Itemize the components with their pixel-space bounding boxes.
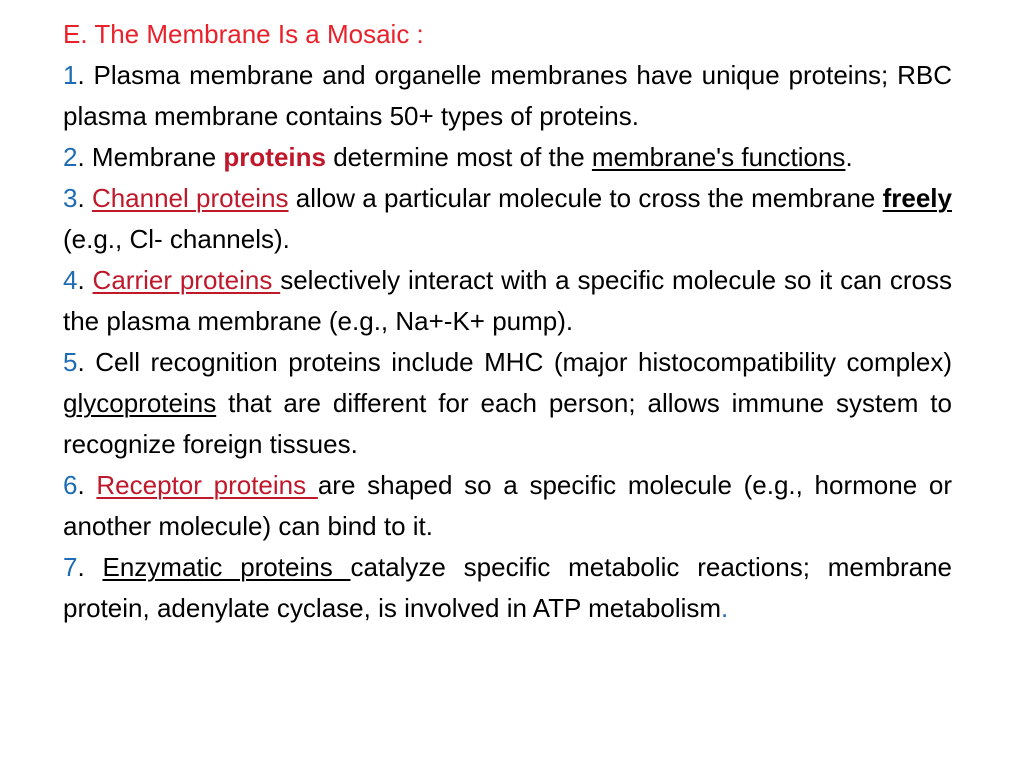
emphasis-freely: freely xyxy=(882,183,952,213)
list-item-7 xyxy=(63,547,952,629)
list-item-1 xyxy=(63,55,952,137)
item-number: 3 xyxy=(63,183,78,213)
slide-content xyxy=(63,14,952,629)
item-text: . xyxy=(77,552,103,582)
term-carrier-proteins: Carrier proteins xyxy=(92,265,281,295)
item-number: 7 xyxy=(63,552,78,582)
item-text: . xyxy=(77,183,92,213)
item-text: catalyze specific metabolic reactions; membrane protein, adenylate cyclase, is involved in ATP metabolism xyxy=(63,552,952,623)
list-item-5 xyxy=(63,342,952,465)
item-text: (e.g., Cl- channels). xyxy=(63,224,290,254)
term-receptor-proteins: Receptor proteins xyxy=(96,470,318,500)
item-number: 4 xyxy=(63,265,78,295)
item-text: are shaped so a specific molecule (e.g., hormone or another molecule) can bind to it. xyxy=(63,470,952,541)
item-text: . Membrane xyxy=(77,142,224,172)
item-text: allow a particular molecule to cross the membrane xyxy=(288,183,883,213)
item-text: that are different for each person; allows immune system to recognize foreign tissues. xyxy=(63,388,952,459)
item-text: . xyxy=(77,470,97,500)
item-text: selectively interact with a specific molecule so it can cross the plasma membrane (e.g., Na+-K+ pump). xyxy=(63,265,952,336)
item-number: 1 xyxy=(63,60,78,90)
list-item-2 xyxy=(63,137,952,178)
item-number: 2 xyxy=(63,142,78,172)
term-enzymatic-proteins: Enzymatic proteins xyxy=(102,552,351,582)
slide-title: E. The Membrane Is a Mosaic : xyxy=(63,19,424,49)
item-number: 5 xyxy=(63,347,78,377)
highlight-proteins: proteins xyxy=(223,142,326,172)
item-number: 6 xyxy=(63,470,78,500)
term-channel-proteins: Channel proteins xyxy=(91,183,289,213)
underlined-term: membrane's functions xyxy=(591,142,846,172)
item-text: . Plasma membrane and organelle membranes have unique proteins; RBC plasma membrane contains 50+ types of proteins. xyxy=(63,60,952,131)
list-item-4 xyxy=(63,260,952,342)
list-item-6 xyxy=(63,465,952,547)
list-item-3 xyxy=(63,178,952,260)
item-text: . xyxy=(845,142,853,172)
item-text: determine most of the xyxy=(326,142,592,172)
item-text: . xyxy=(77,265,93,295)
term-glycoproteins: glycoproteins xyxy=(63,388,217,418)
item-text: . Cell recognition proteins include MHC (major histocompatibility complex) xyxy=(77,347,952,377)
item-period: . xyxy=(721,593,729,623)
